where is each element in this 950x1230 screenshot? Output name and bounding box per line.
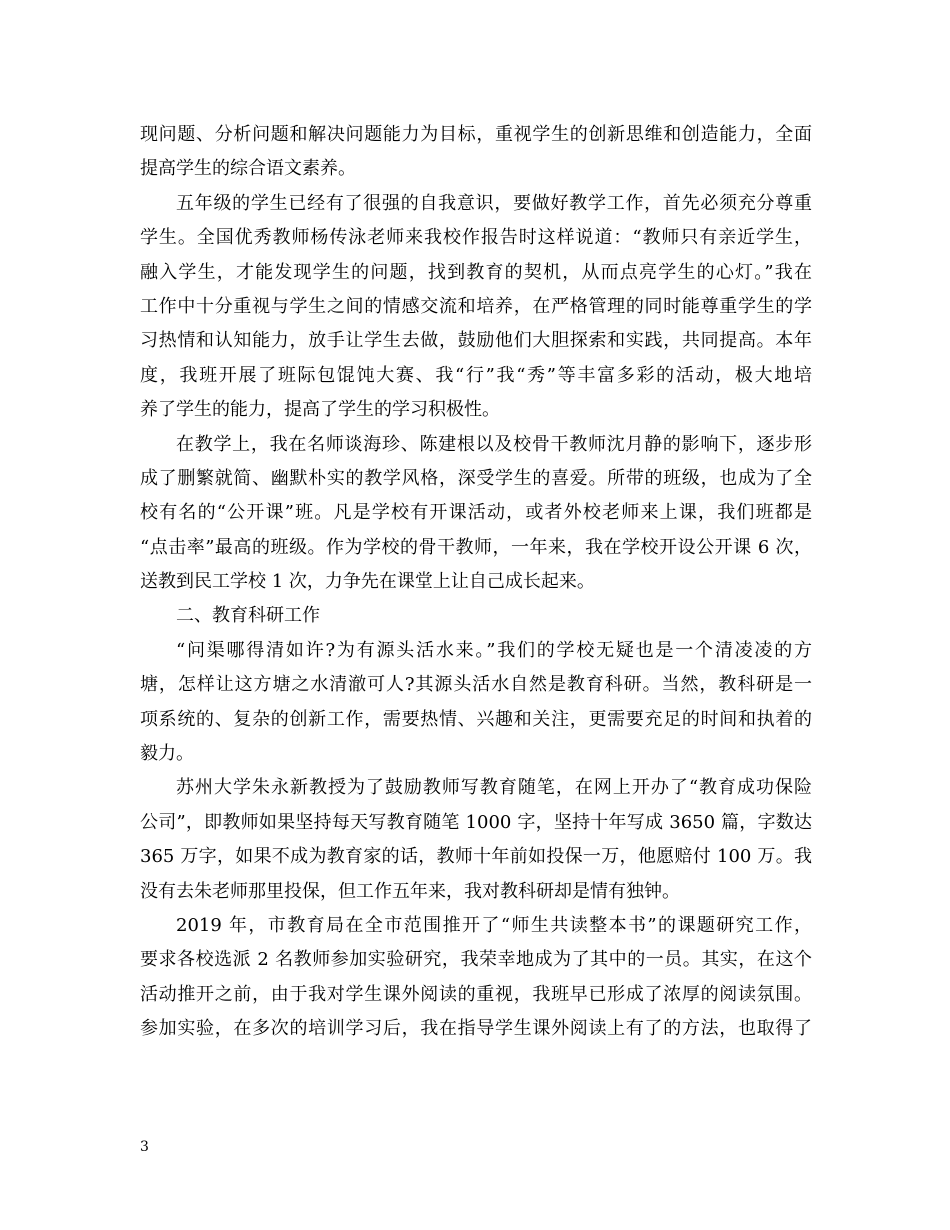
text-line: 塘，怎样让这方塘之水清澈可人?其源头活水自然是教育科研。当然，教科研是一 [140, 674, 812, 696]
text-line: 现问题、分析问题和解决问题能力为目标，重视学生的创新思维和创造能力，全面 [140, 124, 812, 145]
text-line: 项系统的、复杂的创新工作，需要热情、兴趣和关注，更需要充足的时间和执着的 [140, 708, 812, 730]
text-line: 365 万字，如果不成为教育家的话，教师十年前如投保一万，他愿赔付 100 万。我 [140, 846, 812, 868]
text-line: 活动推开之前，由于我对学生课外阅读的重视，我班早已形成了浓厚的阅读氛围。 [140, 983, 812, 1005]
document-body [140, 118, 812, 1047]
text-line: 苏州大学朱永新教授为了鼓励教师写教育随笔，在网上开办了“教育成功保险 [176, 777, 812, 799]
text-line: “点击率”最高的班级。作为学校的骨干教师，一年来，我在学校开设公开课 6 次， [140, 536, 812, 558]
text-line: 在教学上，我在名师谈海珍、陈建根以及校骨干教师沈月静的影响下，逐步形 [176, 433, 812, 455]
text-line: 度，我班开展了班际包馄饨大赛、我“行”我“秀”等丰富多彩的活动，极大地培 [140, 364, 812, 386]
text-line: 校有名的“公开课”班。凡是学校有开课活动，或者外校老师来上课，我们班都是 [140, 502, 812, 524]
text-line: 融入学生，才能发现学生的问题，找到教育的契机，从而点亮学生的心灯。”我在 [140, 261, 812, 283]
text-line: 学生。全国优秀教师杨传泳老师来我校作报告时这样说道：“教师只有亲近学生， [140, 227, 812, 249]
text-line: 毅力。 [140, 743, 194, 765]
text-line: 五年级的学生已经有了很强的自我意识，要做好教学工作，首先必须充分尊重 [176, 192, 812, 214]
text-line: 养了学生的能力，提高了学生的学习积极性。 [140, 399, 500, 421]
text-line: 习热情和认知能力，放手让学生去做，鼓励他们大胆探索和实践，共同提高。本年 [140, 330, 812, 352]
text-line: “问渠哪得清如许?为有源头活水来。”我们的学校无疑也是一个清凌凌的方 [176, 639, 812, 661]
text-line: 要求各校选派 2 名教师参加实验研究，我荣幸地成为了其中的一员。其实，在这个 [140, 949, 812, 971]
text-line: 工作中十分重视与学生之间的情感交流和培养，在严格管理的同时能尊重学生的学 [140, 295, 812, 317]
text-line: 没有去朱老师那里投保，但工作五年来，我对教科研却是情有独钟。 [140, 880, 680, 902]
text-line: 2019 年，市教育局在全市范围推开了“师生共读整本书”的课题研究工作， [176, 914, 812, 936]
text-line: 送教到民工学校 1 次，力争先在课堂上让自己成长起来。 [140, 571, 595, 593]
text-line: 成了删繁就简、幽默朴实的教学风格，深受学生的喜爱。所带的班级，也成为了全 [140, 467, 812, 489]
text-line: 二、教育科研工作 [176, 605, 320, 627]
page-number: 3 [140, 1139, 149, 1155]
text-line: 参加实验，在多次的培训学习后，我在指导学生课外阅读上有了的方法，也取得了 [140, 1018, 812, 1040]
text-line: 提高学生的综合语文素养。 [140, 158, 356, 180]
text-line: 公司”，即教师如果坚持每天写教育随笔 1000 字，坚持十年写成 3650 篇，字数达 [140, 811, 812, 833]
